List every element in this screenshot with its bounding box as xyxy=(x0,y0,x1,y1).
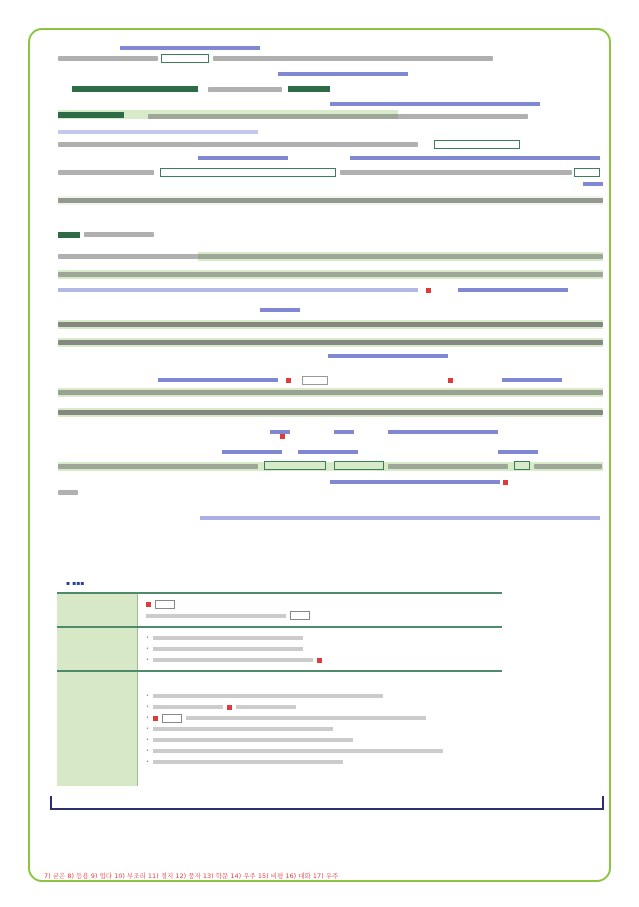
answer-footer: 7) 굳은 8) 등용 9) 업다 10) 부조리 11) 경지 12) 풍자 13) 학문 14) 우주 15) 비평 16) 대화 17) 우주 xyxy=(44,872,339,880)
table-body-cell xyxy=(138,593,503,627)
table-body-cell: • • • xyxy=(138,627,503,671)
table-row xyxy=(57,627,502,671)
table-header-cell xyxy=(57,627,138,671)
summary-table xyxy=(57,592,502,786)
section-title: ▪ ▪▪▪ xyxy=(66,580,85,587)
table-header-cell xyxy=(57,671,138,786)
table-row xyxy=(57,671,502,786)
bottom-bracket xyxy=(50,796,604,810)
table-header-cell xyxy=(57,593,138,627)
table-row xyxy=(57,593,502,627)
table-body-cell: • • • • • • • xyxy=(138,671,503,786)
